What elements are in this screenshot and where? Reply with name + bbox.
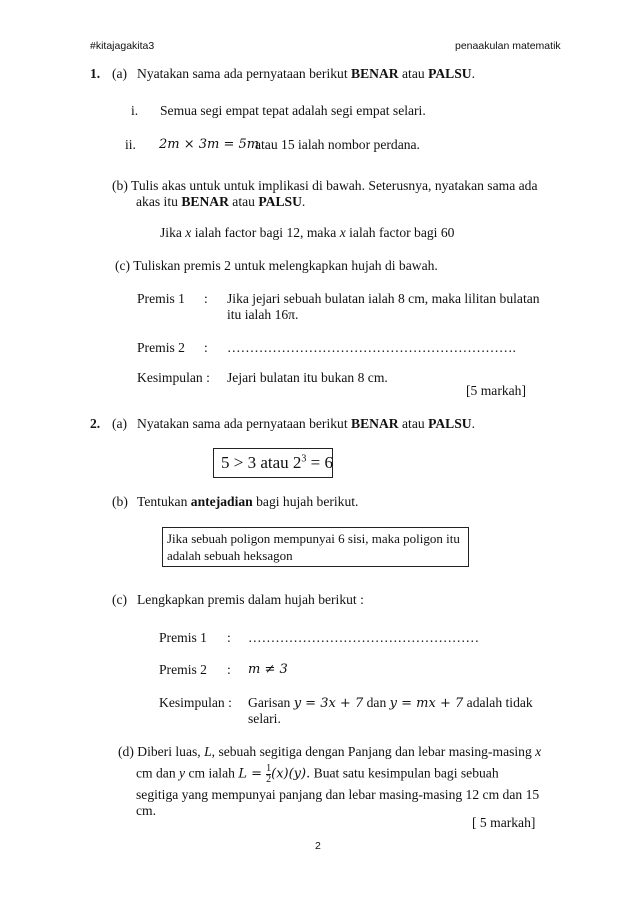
q2c-premis2-label: Premis 2 (159, 662, 207, 677)
q1b-line2: akas itu BENAR atau PALSU. (136, 194, 306, 209)
q1c-intro: (c) Tuliskan premis 2 untuk melengkapkan hujah di bawah. (115, 258, 438, 273)
q2c-premis2-math: m ≠ 3 (248, 662, 288, 677)
q1a-i-label: i. (131, 103, 139, 118)
q2c-kesimpulan-label: Kesimpulan : (159, 695, 232, 710)
q1a-instruction: Nyatakan sama ada pernyataan berikut BENAR atau PALSU. (137, 66, 476, 81)
q2d-line3: segitiga yang mempunyai panjang dan lebar masing-masing 12 cm dan 15 (136, 787, 540, 802)
q2c-premis2-colon: : (227, 662, 231, 677)
q1c-kesimpulan-label: Kesimpulan : (137, 370, 210, 385)
q2a-instruction: Nyatakan sama ada pernyataan berikut BENAR atau PALSU. (137, 416, 476, 431)
q1a-i-statement: Semua segi empat tepat adalah segi empat selari. (160, 103, 426, 118)
q2-number: 2. (90, 416, 101, 431)
q1a-ii-math: 2m × 3m = 5m (159, 137, 260, 152)
q1a-ii-statement: atau 15 ialah nombor perdana. (255, 137, 420, 152)
q1a-ii-label: ii. (125, 137, 136, 152)
q2a-statement: 5 > 3 atau $2^3 = 6$ (221, 453, 333, 472)
q2a-label: (a) (112, 416, 128, 431)
header-right: penaakulan matematik (455, 40, 561, 52)
page-number: 2 (315, 840, 321, 852)
q1c-kesimpulan: Jejari bulatan itu bukan 8 cm. (227, 370, 388, 385)
q2d-line4: cm. (136, 803, 157, 818)
q2c-premis1-blank: …………………………………………… (248, 630, 480, 645)
q2c-premis1-colon: : (227, 630, 231, 645)
q1b-statement: Jika x ialah factor bagi 12, maka x ialah factor bagi 60 (160, 225, 455, 240)
q1c-premis2-colon: : (204, 340, 208, 355)
q1-number: 1. (90, 66, 101, 81)
q2d-line2: cm dan y cm ialah L = $\frac{1}{2}$ (x)(y). Buat satu kesimpulan bagi sebuah (136, 763, 499, 785)
q2d-line1: (d) Diberi luas, L, sebuah segitiga dengan Panjang dan lebar masing-masing x (118, 744, 542, 759)
q2c-premis1-label: Premis 1 (159, 630, 207, 645)
q2-marks: [ 5 markah] (472, 815, 536, 830)
q1c-premis1-line2: itu ialah 16π. (227, 307, 299, 322)
q1c-premis1-colon: : (204, 291, 208, 306)
q2c-kesimpulan-line1: Garisan y = 3x + 7 dan y = mx + 7 adalah tidak (248, 695, 533, 711)
q2c-kesimpulan-line2: selari. (248, 711, 281, 726)
q1c-premis1-label: Premis 1 (137, 291, 185, 306)
q1-marks: [5 markah] (466, 383, 527, 398)
q1b-line1: (b) Tulis akas untuk untuk implikasi di bawah. Seterusnya, nyatakan sama ada (112, 178, 538, 193)
q2b-instruction: Tentukan antejadian bagi hujah berikut. (137, 494, 359, 509)
q1c-premis2-label: Premis 2 (137, 340, 185, 355)
q2c-label: (c) (112, 592, 128, 607)
q1c-premis2-blank: ………………………………………………………. (227, 340, 516, 355)
q2b-box-line2: adalah sebuah heksagon (167, 548, 293, 563)
q1c-premis1-line1: Jika jejari sebuah bulatan ialah 8 cm, maka lilitan bulatan (227, 291, 540, 306)
q2b-label: (b) (112, 494, 128, 509)
header-left: #kitajagakita3 (90, 40, 155, 52)
q2b-box-line1: Jika sebuah poligon mempunyai 6 sisi, maka poligon itu (167, 531, 460, 546)
q1a-label: (a) (112, 66, 128, 81)
q2d-fraction: $\frac{1}{2}$ (266, 763, 272, 785)
q2c-intro: Lengkapkan premis dalam hujah berikut : (137, 592, 364, 607)
